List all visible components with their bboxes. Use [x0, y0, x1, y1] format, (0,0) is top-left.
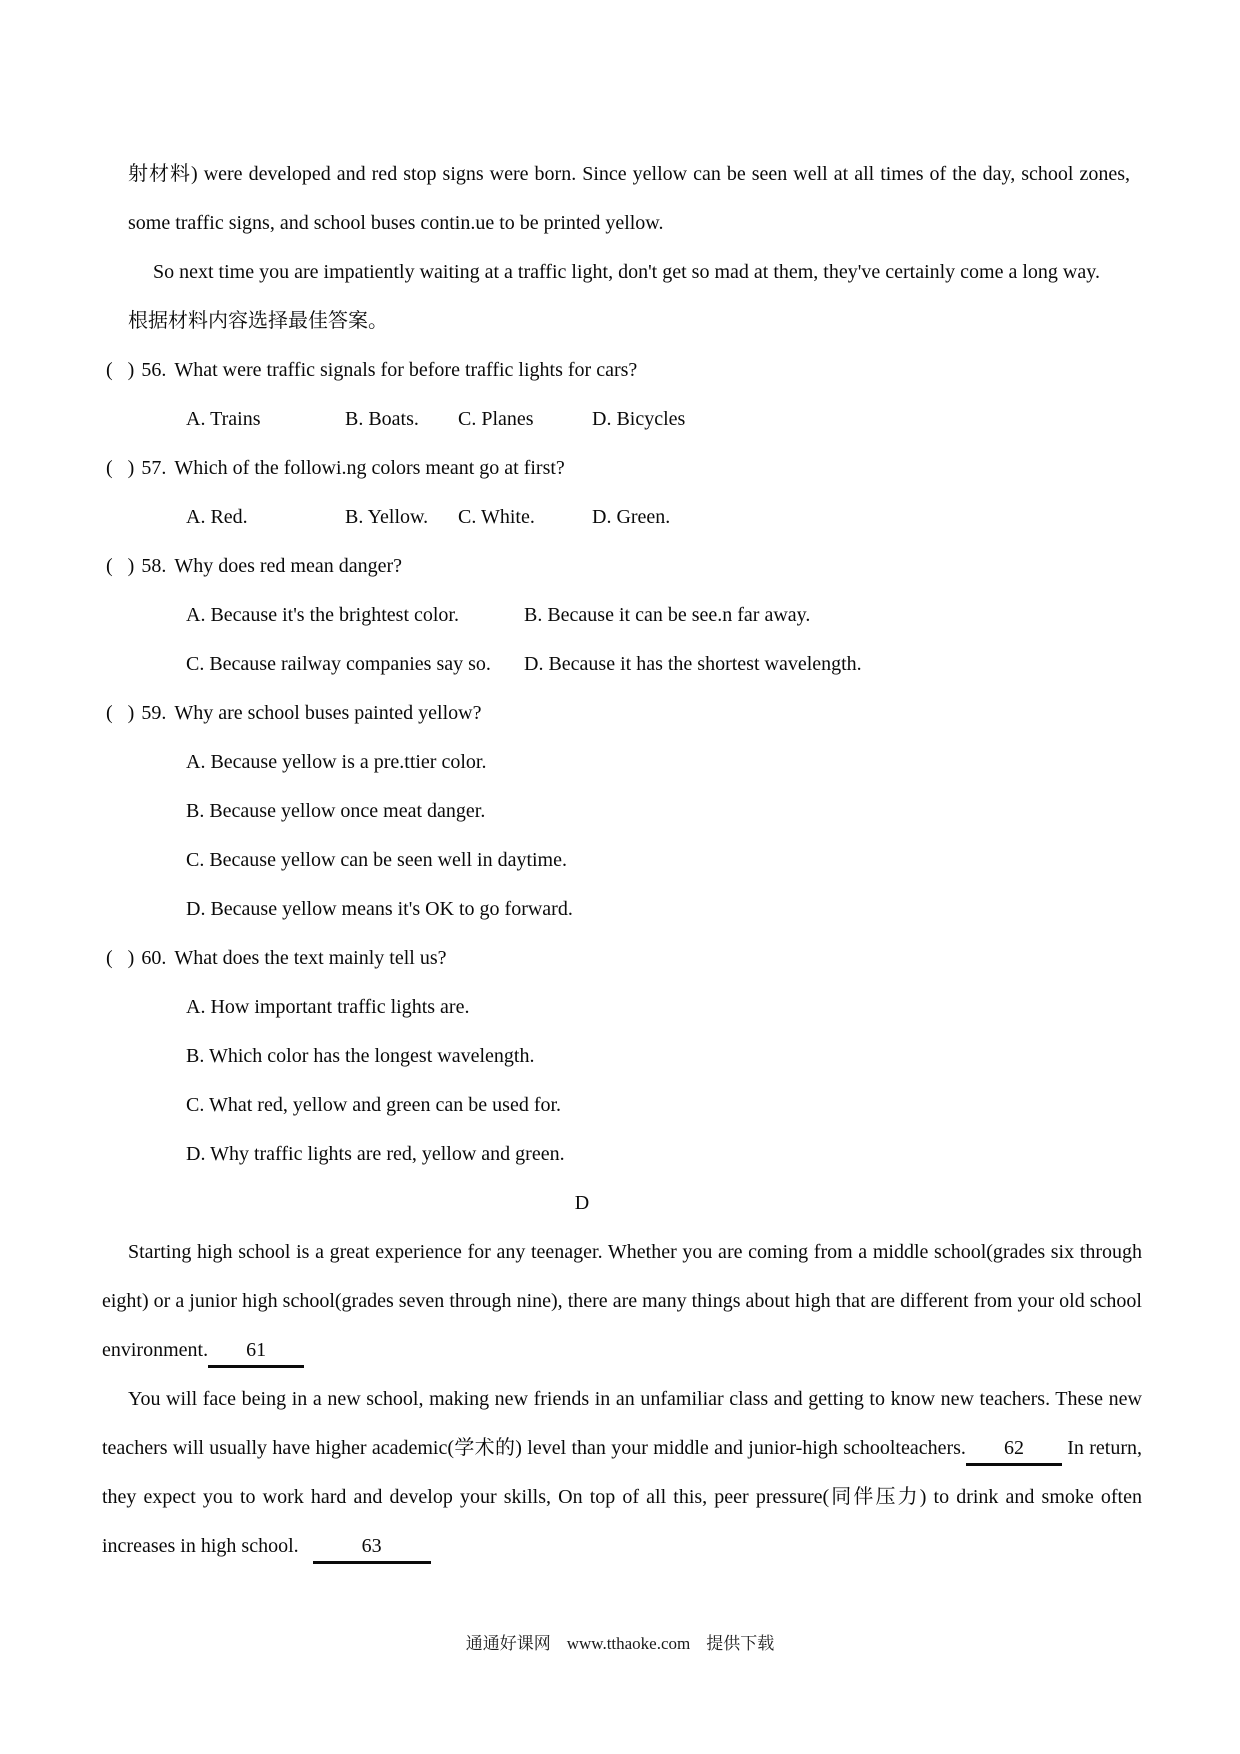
fill-blank-62: 62	[966, 1436, 1062, 1466]
question-text: Why does red mean danger?	[174, 555, 403, 577]
fill-blank-61: 61	[208, 1338, 304, 1368]
answer-paren-close: )	[127, 555, 135, 577]
answer-paren-close: )	[127, 947, 135, 969]
question-60	[106, 934, 1150, 1179]
question-number: 57.	[141, 457, 167, 479]
option-d: D. Green.	[592, 506, 671, 528]
option-a: A. Trains	[186, 408, 261, 430]
option-a: A. Because yellow is a pre.ttier color.	[186, 751, 487, 773]
question-58-options-row-1	[186, 591, 1150, 640]
passage-d-paragraph-2	[102, 1375, 1142, 1571]
answer-paren-open: (	[106, 947, 113, 969]
question-text: Which of the followi.ng colors meant go at first?	[174, 457, 565, 479]
question-text: Why are school buses painted yellow?	[174, 702, 482, 724]
question-59-options	[186, 738, 1150, 934]
passage-d-text: In return, they expect you to work hard and develop your skills, On top of all this, peer pressure(同伴压力) to drink and smoke often increases in high school.	[102, 1437, 1143, 1557]
footer-watermark	[0, 1630, 1240, 1658]
question-number: 59.	[141, 702, 167, 724]
instruction-line: 根据材料内容选择最佳答案。	[128, 310, 388, 332]
question-57	[106, 444, 1150, 542]
option-b: B. Which color has the longest wavelength.	[186, 1045, 535, 1067]
question-number: 58.	[141, 555, 167, 577]
footer-site-name: 通通好课网	[465, 1634, 551, 1653]
option-c: C. Planes	[458, 408, 534, 430]
passage-d-text: Starting high school is a great experience for any teenager. Whether you are coming from a middle school(grades six through eight) or a junior high school(grades seven through nine), there are many things about high that are different from your old school environment.	[102, 1241, 1142, 1361]
option-d: D. Because yellow means it's OK to go forward.	[186, 898, 573, 920]
question-57-stem	[106, 444, 1150, 493]
option-b: B. Boats.	[345, 408, 419, 430]
question-58-stem	[106, 542, 1150, 591]
option-d: D. Because it has the shortest wavelength.	[524, 653, 862, 675]
question-56-stem	[106, 346, 1150, 395]
option-b: B. Because it can be see.n far away.	[524, 604, 811, 626]
question-56	[106, 346, 1150, 444]
answer-paren-close: )	[127, 359, 135, 381]
option-b: B. Yellow.	[345, 506, 429, 528]
answer-paren-open: (	[106, 457, 113, 479]
option-a: A. How important traffic lights are.	[186, 996, 470, 1018]
option-c: C. White.	[458, 506, 535, 528]
question-60-stem	[106, 934, 1150, 983]
answer-paren-open: (	[106, 359, 113, 381]
option-a: A. Because it's the brightest color.	[186, 604, 459, 626]
fill-blank-63: 63	[313, 1534, 431, 1564]
option-d: D. Why traffic lights are red, yellow and green.	[186, 1143, 565, 1165]
question-56-options	[186, 395, 1150, 444]
question-59	[106, 689, 1150, 934]
option-c: C. Because railway companies say so.	[186, 653, 491, 675]
question-number: 56.	[141, 359, 167, 381]
answer-paren-close: )	[127, 457, 135, 479]
option-c: C. Because yellow can be seen well in daytime.	[186, 849, 567, 871]
option-b: B. Because yellow once meat danger.	[186, 800, 486, 822]
question-59-stem	[106, 689, 1150, 738]
question-60-options	[186, 983, 1150, 1179]
option-c: C. What red, yellow and green can be used for.	[186, 1094, 562, 1116]
passage-c-paragraph-1: 射材料) were developed and red stop signs were born. Since yellow can be seen well at all times of the day, school zones, some traffic signs, and school buses contin.ue to be printed yellow.	[128, 163, 1130, 234]
answer-paren-open: (	[106, 702, 113, 724]
passage-d-text: You will face being in a new school, making new friends in an unfamiliar class and getting to know new teachers. These new teachers will usually have higher academic(学术的) level than your middle and junior-high schoolteachers.	[102, 1388, 1142, 1459]
answer-paren-open: (	[106, 555, 113, 577]
answer-paren-close: )	[127, 702, 135, 724]
question-number: 60.	[141, 947, 167, 969]
question-58-options-row-2	[186, 640, 1150, 689]
footer-site-url: www.tthaoke.com	[566, 1634, 691, 1653]
option-a: A. Red.	[186, 506, 248, 528]
question-58	[106, 542, 1150, 689]
footer-download-note: 提供下载	[706, 1634, 775, 1653]
question-text: What were traffic signals for before traffic lights for cars?	[174, 359, 638, 381]
option-d: D. Bicycles	[592, 408, 686, 430]
question-57-options	[186, 493, 1150, 542]
question-text: What does the text mainly tell us?	[174, 947, 447, 969]
section-d-header: D	[574, 1192, 590, 1214]
passage-d-paragraph-1	[102, 1228, 1142, 1375]
passage-c-paragraph-2: So next time you are impatiently waiting at a traffic light, don't get so mad at them, they've certainly come a long way.	[153, 261, 1100, 283]
